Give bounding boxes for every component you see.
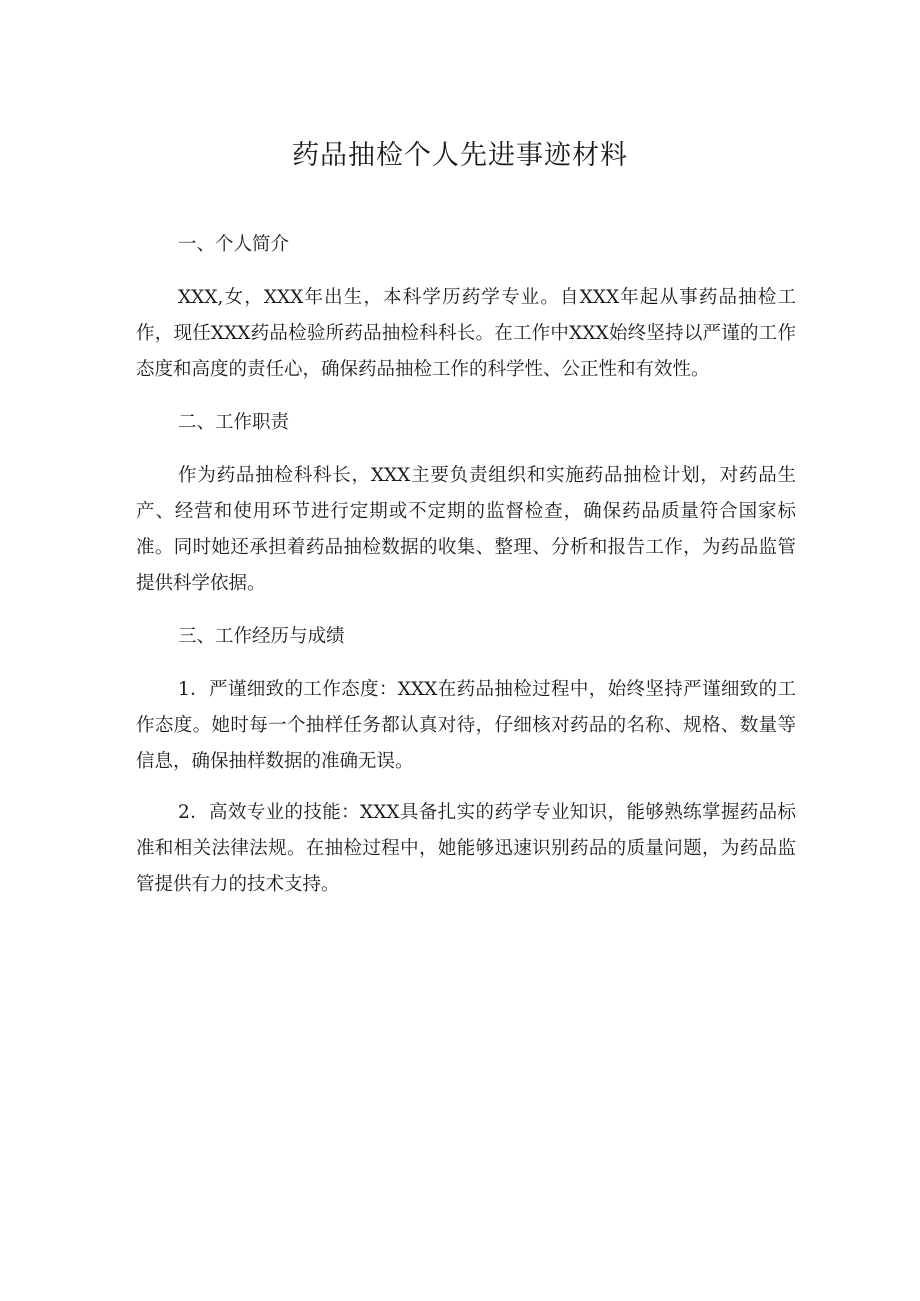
document-title: 药品抽检个人先进事迹材料 [292,140,628,171]
document-body [136,225,796,918]
section-heading-duties: 二、工作职责 [178,412,290,433]
section-heading-experience: 三、工作经历与成绩 [178,626,345,647]
paragraph-experience-2: 2．高效专业的技能：XXX具备扎实的药学专业知识，能够熟练掌握药品标准和相关法律法规。在抽检过程中，她能够迅速识别药品的质量问题，为药品监管提供有力的技术支持。 [136,802,796,895]
section-heading-profile: 一、个人简介 [178,234,290,255]
paragraph-duties: 作为药品抽检科科长，XXX主要负责组织和实施药品抽检计划，对药品生产、经营和使用环节进行定期或不定期的监督检查，确保药品质量符合国家标准。同时她还承担着药品抽检数据的收集、整理、分析和报告工作，为药品监管提供科学依据。 [136,465,796,594]
paragraph-experience-1: 1．严谨细致的工作态度：XXX在药品抽检过程中，始终坚持严谨细致的工作态度。她时每一个抽样任务都认真对待，仔细核对药品的名称、规格、数量等信息，确保抽样数据的准确无误。 [136,679,796,772]
paragraph-profile: XXX,女，XXX年出生，本科学历药学专业。自XXX年起从事药品抽检工作，现任XXX药品检验所药品抽检科科长。在工作中XXX始终坚持以严谨的工作态度和高度的责任心，确保药品抽检工作的科学性、公正性和有效性。 [136,287,796,380]
